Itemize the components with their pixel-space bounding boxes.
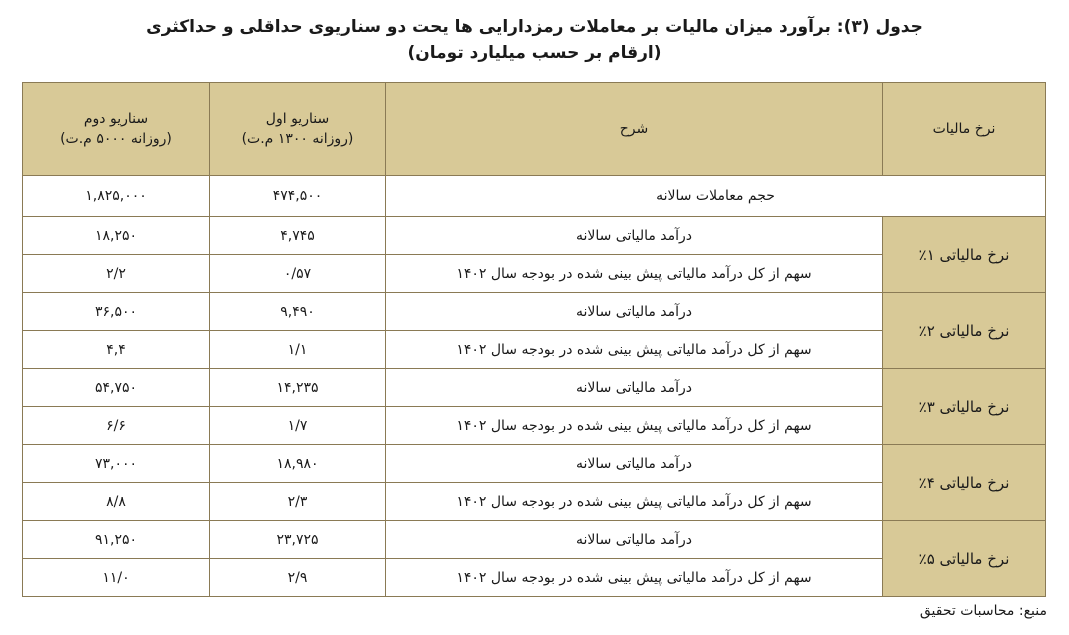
row-desc: درآمد مالیاتی سالانه: [386, 369, 883, 407]
rate-cell-5: نرخ مالیاتی ۵٪: [883, 521, 1046, 597]
header-rate: نرخ مالیات: [883, 83, 1046, 176]
table-row: [23, 521, 1046, 559]
row-desc: درآمد مالیاتی سالانه: [386, 445, 883, 483]
row-s1: ۲۳,۷۲۵: [210, 521, 386, 559]
row-s2: ۲/۲: [23, 255, 210, 293]
rate-cell-1: نرخ مالیاتی ۱٪: [883, 217, 1046, 293]
table-title: [0, 14, 1069, 66]
row-desc: درآمد مالیاتی سالانه: [386, 521, 883, 559]
row-s1: ۹,۴۹۰: [210, 293, 386, 331]
header-scenario-1: [210, 83, 386, 176]
volume-s2: ۱,۸۲۵,۰۰۰: [23, 176, 210, 217]
rate-cell-4: نرخ مالیاتی ۴٪: [883, 445, 1046, 521]
row-s1: ۱۸,۹۸۰: [210, 445, 386, 483]
row-s1: ۲/۳: [210, 483, 386, 521]
row-s1: ۱۴,۲۳۵: [210, 369, 386, 407]
row-desc: درآمد مالیاتی سالانه: [386, 217, 883, 255]
header-scenario-1-title: سناریو اول: [265, 111, 330, 127]
source-note: منبع: محاسبات تحقیق: [919, 603, 1047, 619]
row-s2: ۳۶,۵۰۰: [23, 293, 210, 331]
table-row: [23, 369, 1046, 407]
header-scenario-2-title: سناریو دوم: [83, 111, 149, 127]
row-s2: ۹۱,۲۵۰: [23, 521, 210, 559]
row-desc: سهم از کل درآمد مالیاتی پیش بینی شده در بودجه سال ۱۴۰۲: [386, 559, 883, 597]
row-s1: ۲/۹: [210, 559, 386, 597]
row-desc: سهم از کل درآمد مالیاتی پیش بینی شده در بودجه سال ۱۴۰۲: [386, 255, 883, 293]
row-s2: ۷۳,۰۰۰: [23, 445, 210, 483]
header-desc: شرح: [386, 83, 883, 176]
volume-row: [23, 176, 1046, 217]
row-s1: ۰/۵۷: [210, 255, 386, 293]
row-s2: ۱۸,۲۵۰: [23, 217, 210, 255]
row-s1: ۱/۱: [210, 331, 386, 369]
table-title-line1: جدول (۳): برآورد میزان مالیات بر معاملات رمزدارایی ها یحت دو سناریوی حداقلی و حداکثری: [146, 17, 923, 37]
table-row: [23, 293, 1046, 331]
row-s2: ۱۱/۰: [23, 559, 210, 597]
header-scenario-1-subtitle: (روزانه ۱۳۰۰ م.ت): [241, 131, 354, 147]
header-scenario-2: [23, 83, 210, 176]
rate-cell-3: نرخ مالیاتی ۳٪: [883, 369, 1046, 445]
row-desc: سهم از کل درآمد مالیاتی پیش بینی شده در بودجه سال ۱۴۰۲: [386, 483, 883, 521]
row-s2: ۶/۶: [23, 407, 210, 445]
row-s2: ۸/۸: [23, 483, 210, 521]
row-s1: ۴,۷۴۵: [210, 217, 386, 255]
volume-s1: ۴۷۴,۵۰۰: [210, 176, 386, 217]
header-row: [23, 83, 1046, 176]
row-desc: سهم از کل درآمد مالیاتی پیش بینی شده در بودجه سال ۱۴۰۲: [386, 331, 883, 369]
row-s2: ۴,۴: [23, 331, 210, 369]
tax-table: [22, 82, 1046, 597]
header-scenario-2-subtitle: (روزانه ۵۰۰۰ م.ت): [60, 131, 172, 147]
row-s1: ۱/۷: [210, 407, 386, 445]
row-desc: سهم از کل درآمد مالیاتی پیش بینی شده در بودجه سال ۱۴۰۲: [386, 407, 883, 445]
rate-cell-2: نرخ مالیاتی ۲٪: [883, 293, 1046, 369]
table-row: [23, 217, 1046, 255]
table-title-line2: (ارقام بر حسب میلیارد تومان): [407, 43, 662, 63]
row-desc: درآمد مالیاتی سالانه: [386, 293, 883, 331]
table-row: [23, 445, 1046, 483]
volume-label: حجم معاملات سالانه: [386, 176, 1046, 217]
row-s2: ۵۴,۷۵۰: [23, 369, 210, 407]
